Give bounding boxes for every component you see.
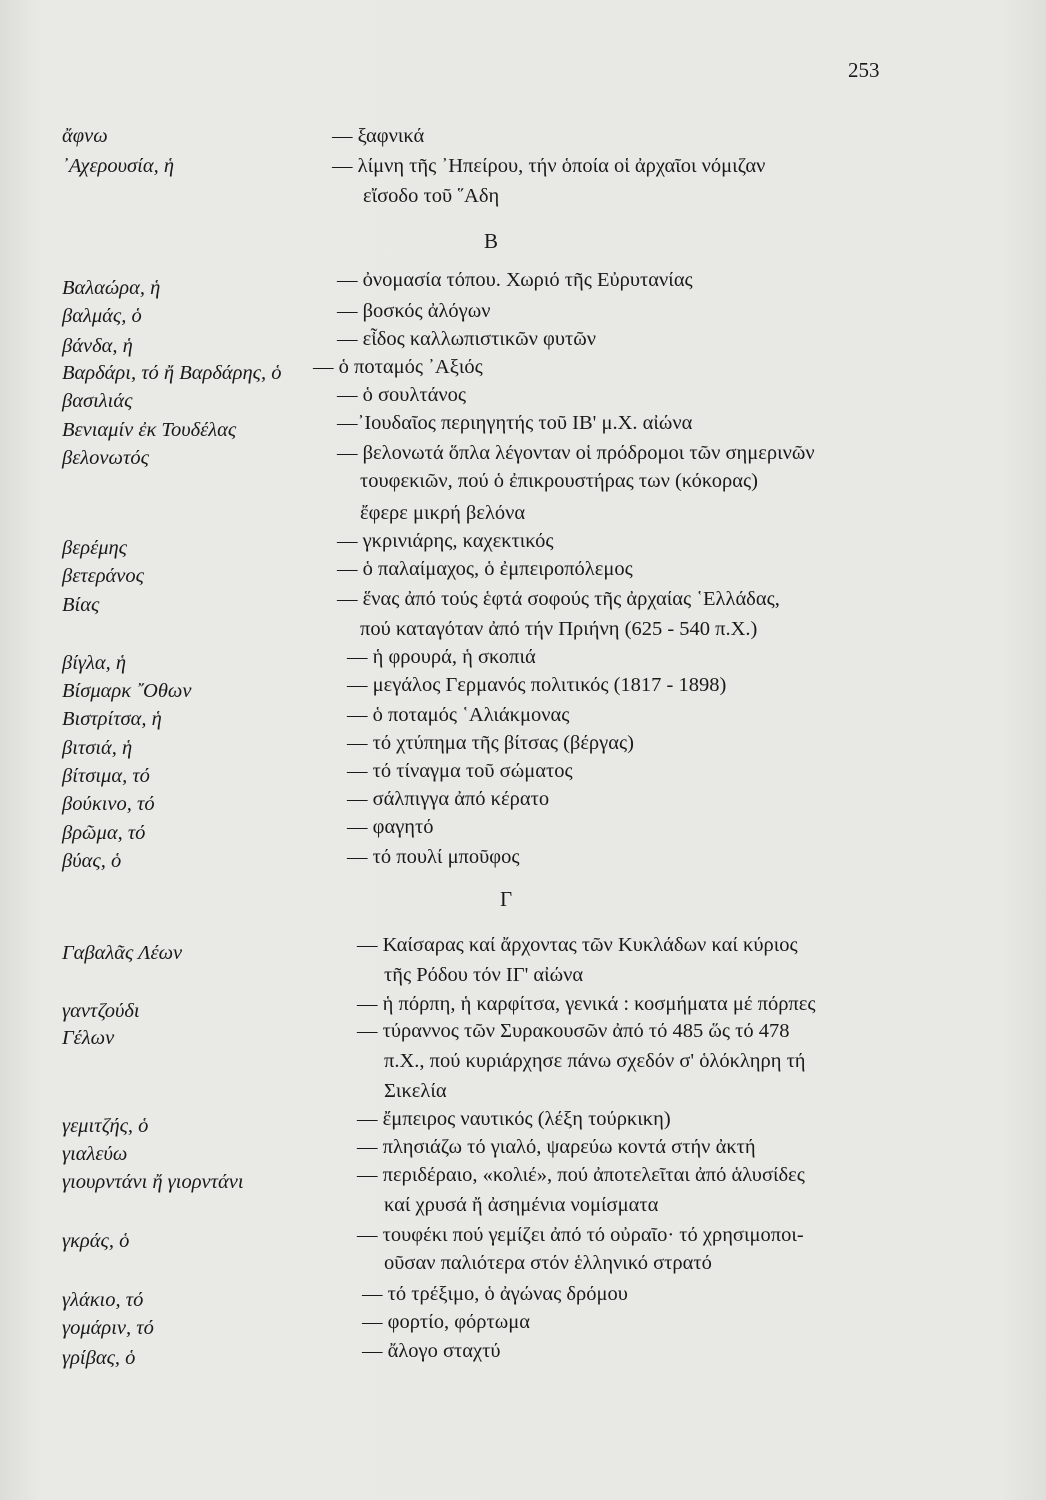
entry-definition: — ἄλογο σταχτύ: [362, 1340, 501, 1362]
entry-term: γεμιτζής, ὁ: [62, 1115, 149, 1137]
entry-term: Βίας: [62, 594, 100, 616]
entry-definition: — Καίσαρας καί ἄρχοντας τῶν Κυκλάδων καί κύριος: [357, 934, 798, 956]
entry-term: βίτσιμα, τό: [62, 765, 150, 787]
entry-term: βύας, ὁ: [62, 850, 122, 872]
entry-term: βρῶμα, τό: [62, 822, 146, 844]
entry-term: Βίσμαρκ ῎Οθων: [62, 680, 192, 702]
entry-definition: — ξαφνικά: [332, 125, 425, 147]
entry-definition: — ἕνας ἀπό τούς ἑφτά σοφούς τῆς ἀρχαίας ῾Ελλάδας,: [337, 588, 780, 610]
entry-definition: — ἡ πόρπη, ἡ καρφίτσα, γενικά : κοσμήματα μέ πόρπες: [357, 993, 816, 1015]
entry-definition-continued: οῦσαν παλιότερα στόν ἑλληνικό στρατό: [384, 1252, 712, 1274]
entry-definition: — βελονωτά ὅπλα λέγονταν οἱ πρόδρομοι τῶν σημερινῶν: [337, 442, 815, 464]
entry-definition: — ἔμπειρος ναυτικός (λέξη τούρκικη): [357, 1108, 671, 1130]
entry-term: βούκινο, τό: [62, 793, 155, 815]
entry-definition: — τό χτύπημα τῆς βίτσας (βέργας): [347, 732, 634, 754]
entry-definition: — μεγάλος Γερμανός πολιτικός (1817 - 1898): [347, 674, 727, 696]
entry-definition: — εἶδος καλλωπιστικῶν φυτῶν: [337, 328, 597, 350]
entry-definition: — φαγητό: [347, 816, 434, 838]
entry-term: βελονωτός: [62, 447, 149, 469]
entry-definition: — τύραννος τῶν Συρακουσῶν ἀπό τό 485 ὥς τό 478: [357, 1020, 790, 1042]
entry-definition: — ἡ φρουρά, ἡ σκοπιά: [347, 646, 536, 668]
entry-term: βασιλιάς: [62, 390, 133, 412]
entry-term: γιουρντάνι ἤ γιορντάνι: [62, 1171, 244, 1193]
entry-term: Γαβαλᾶς Λέων: [62, 942, 183, 964]
entry-term: γαντζούδι: [62, 1000, 140, 1022]
entry-definition: — φορτίο, φόρτωμα: [362, 1311, 530, 1333]
entry-definition: — ὁ ποταμός ῾Αλιάκμονας: [347, 704, 570, 726]
entry-definition: — περιδέραιο, «κολιέ», πού ἀποτελεῖται ἀπό ἁλυσίδες: [357, 1164, 805, 1186]
entry-term: ᾿Αχερουσία, ἡ: [62, 155, 175, 177]
entry-definition: — τουφέκι πού γεμίζει ἀπό τό οὐραῖο· τό χρησιμοποι-: [357, 1224, 804, 1246]
entry-definition-continued: ἔφερε μικρή βελόνα: [360, 502, 526, 524]
entry-term: βαλμάς, ὁ: [62, 305, 142, 327]
entry-definition: — λίμνη τῆς ᾿Ηπείρου, τήν ὁποία οἱ ἀρχαῖοι νόμιζαν: [332, 155, 766, 177]
section-letter-gamma: Γ: [500, 887, 513, 911]
entry-term: Βαλαώρα, ἡ: [62, 277, 161, 299]
entry-term: βίγλα, ἡ: [62, 652, 127, 674]
entry-term: ἄφνω: [62, 125, 108, 147]
entry-definition: — ὁ ποταμός ᾿Αξιός: [313, 356, 483, 378]
entry-definition: — τό πουλί μποῦφος: [347, 846, 520, 868]
page-number: 253: [848, 58, 880, 82]
entry-definition-continued: πού καταγόταν ἀπό τήν Πριήνη (625 - 540 π.Χ.): [360, 618, 758, 640]
section-letter-beta: Β: [484, 229, 499, 253]
entry-definition: — πλησιάζω τό γιαλό, ψαρεύω κοντά στήν ἀκτή: [357, 1136, 756, 1158]
entry-definition-continued: Σικελία: [384, 1080, 447, 1102]
entry-term: γομάριν, τό: [62, 1317, 154, 1339]
entry-definition: — ὁ παλαίμαχος, ὁ ἐμπειροπόλεμος: [337, 558, 633, 580]
entry-term: Γέλων: [62, 1027, 115, 1049]
entry-definition-continued: π.Χ., πού κυριάρχησε πάνω σχεδόν σ' ὁλόκληρη τή: [384, 1050, 806, 1072]
entry-definition: — σάλπιγγα ἀπό κέρατο: [347, 788, 550, 810]
entry-term: βάνδα, ἡ: [62, 335, 133, 357]
entry-definition-continued: καί χρυσά ἤ ἀσημένια νομίσματα: [384, 1194, 659, 1216]
entry-definition: — ὁ σουλτάνος: [337, 384, 467, 406]
entry-definition: — γκρινιάρης, καχεκτικός: [337, 530, 554, 552]
entry-definition: — τό τίναγμα τοῦ σώματος: [347, 760, 573, 782]
entry-definition: — ὀνομασία τόπου. Χωριό τῆς Εὐρυτανίας: [337, 269, 693, 291]
entry-definition-continued: εἴσοδο τοῦ ῞Αδη: [363, 185, 500, 207]
entry-term: Βαρδάρι, τό ἤ Βαρδάρης, ὁ: [62, 362, 282, 384]
entry-term: γκράς, ὁ: [62, 1230, 130, 1252]
entry-term: γλάκιο, τό: [62, 1289, 144, 1311]
entry-definition: —᾿Ιουδαῖος περιηγητής τοῦ ΙΒ' μ.Χ. αἰώνα: [337, 412, 693, 434]
entry-term: γρίβας, ὁ: [62, 1347, 136, 1369]
entry-definition-continued: τουφεκιῶν, πού ὁ ἐπικρουστήρας των (κόκορας): [360, 470, 758, 492]
entry-term: βετεράνος: [62, 565, 144, 587]
entry-term: Βενιαμίν ἐκ Τουδέλας: [62, 419, 237, 441]
entry-term: βιτσιά, ἡ: [62, 737, 133, 759]
entry-term: Βιστρίτσα, ἡ: [62, 708, 162, 730]
entry-term: γιαλεύω: [62, 1143, 128, 1165]
entry-definition-continued: τῆς Ρόδου τόν ΙΓ' αἰώνα: [384, 964, 584, 986]
entry-definition: — βοσκός ἀλόγων: [337, 300, 491, 322]
entry-term: βερέμης: [62, 537, 127, 559]
entry-definition: — τό τρέξιμο, ὁ ἀγώνας δρόμου: [362, 1283, 628, 1305]
